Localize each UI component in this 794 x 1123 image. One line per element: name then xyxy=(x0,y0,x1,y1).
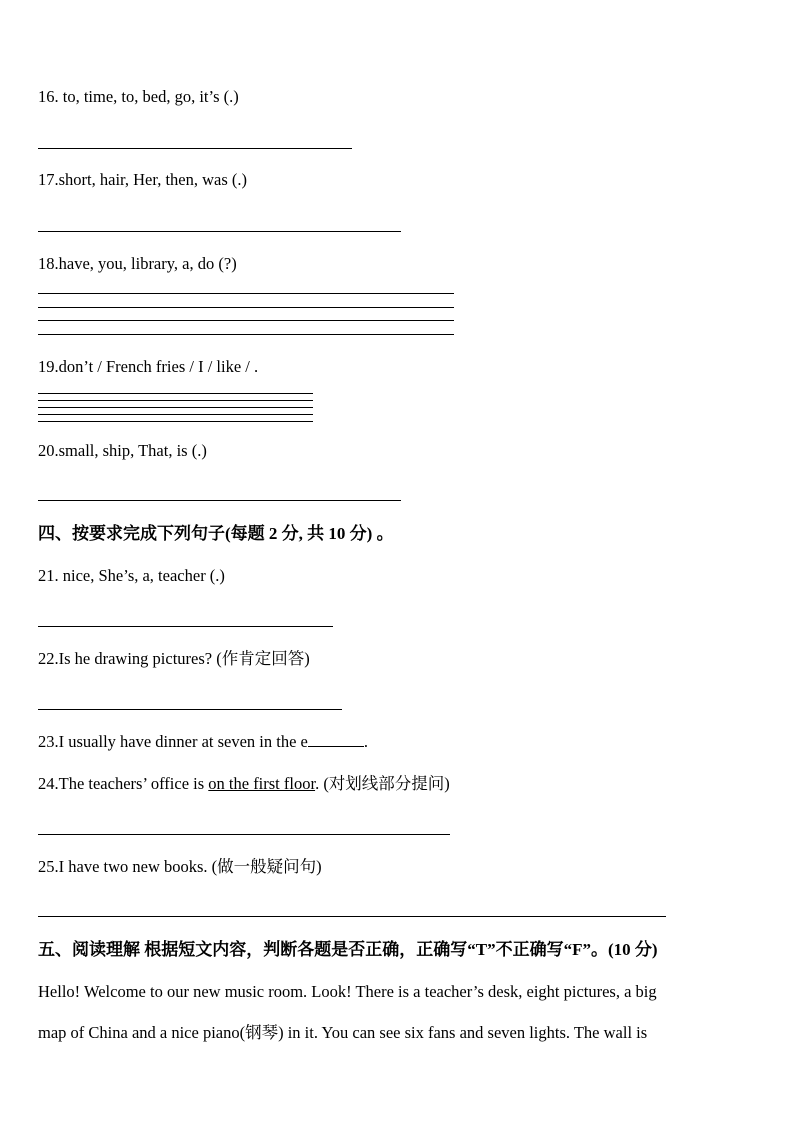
question-23-text: 23.I usually have dinner at seven in the e xyxy=(38,732,308,751)
answer-line-21 xyxy=(38,626,333,627)
answer-line-24 xyxy=(38,834,450,835)
answer-line-19a xyxy=(38,393,313,394)
question-24-prefix: 24.The teachers’ office is xyxy=(38,774,209,793)
question-24-suffix: . (对划线部分提问) xyxy=(315,774,450,793)
question-21: 21. nice, She’s, a, teacher (.) xyxy=(38,566,225,585)
section-4-heading: 四、按要求完成下列句子(每题 2 分, 共 10 分) 。 xyxy=(38,524,394,543)
question-16: 16. to, time, to, bed, go, it’s (.) xyxy=(38,87,239,106)
question-24-underlined: on the first floor xyxy=(208,774,316,793)
answer-line-19d xyxy=(38,414,313,415)
answer-line-22 xyxy=(38,709,342,710)
fill-blank-23[interactable] xyxy=(308,732,364,747)
answer-line-25 xyxy=(38,916,666,917)
question-18: 18.have, you, library, a, do (?) xyxy=(38,254,237,273)
question-20: 20.small, ship, That, is (.) xyxy=(38,441,207,460)
answer-line-18d xyxy=(38,334,454,335)
question-22: 22.Is he drawing pictures? (作肯定回答) xyxy=(38,649,310,668)
section-5-heading: 五、阅读理解 根据短文内容，判断各题是否正确，正确写“T”不正确写“F”。(10 分) xyxy=(38,940,658,959)
answer-line-18c xyxy=(38,320,454,321)
answer-line-19b xyxy=(38,400,313,401)
answer-line-16 xyxy=(38,148,352,149)
question-25: 25.I have two new books. (做一般疑问句) xyxy=(38,857,322,876)
passage-line-2: map of China and a nice piano(钢琴) in it. You can see six fans and seven lights. The wall is xyxy=(38,1023,648,1042)
question-24 xyxy=(38,774,450,794)
answer-line-18b xyxy=(38,307,454,308)
answer-line-20 xyxy=(38,500,401,501)
answer-line-19e xyxy=(38,421,313,422)
question-23 xyxy=(38,732,368,752)
answer-line-18a xyxy=(38,293,454,294)
answer-line-17 xyxy=(38,231,401,232)
answer-line-19c xyxy=(38,407,313,408)
passage-line-1: Hello! Welcome to our new music room. Look! There is a teacher’s desk, eight pictures, a big xyxy=(38,982,657,1001)
question-19: 19.don’t / French fries / I / like / . xyxy=(38,357,259,376)
question-23-end: . xyxy=(363,732,368,751)
question-17: 17.short, hair, Her, then, was (.) xyxy=(38,170,247,189)
